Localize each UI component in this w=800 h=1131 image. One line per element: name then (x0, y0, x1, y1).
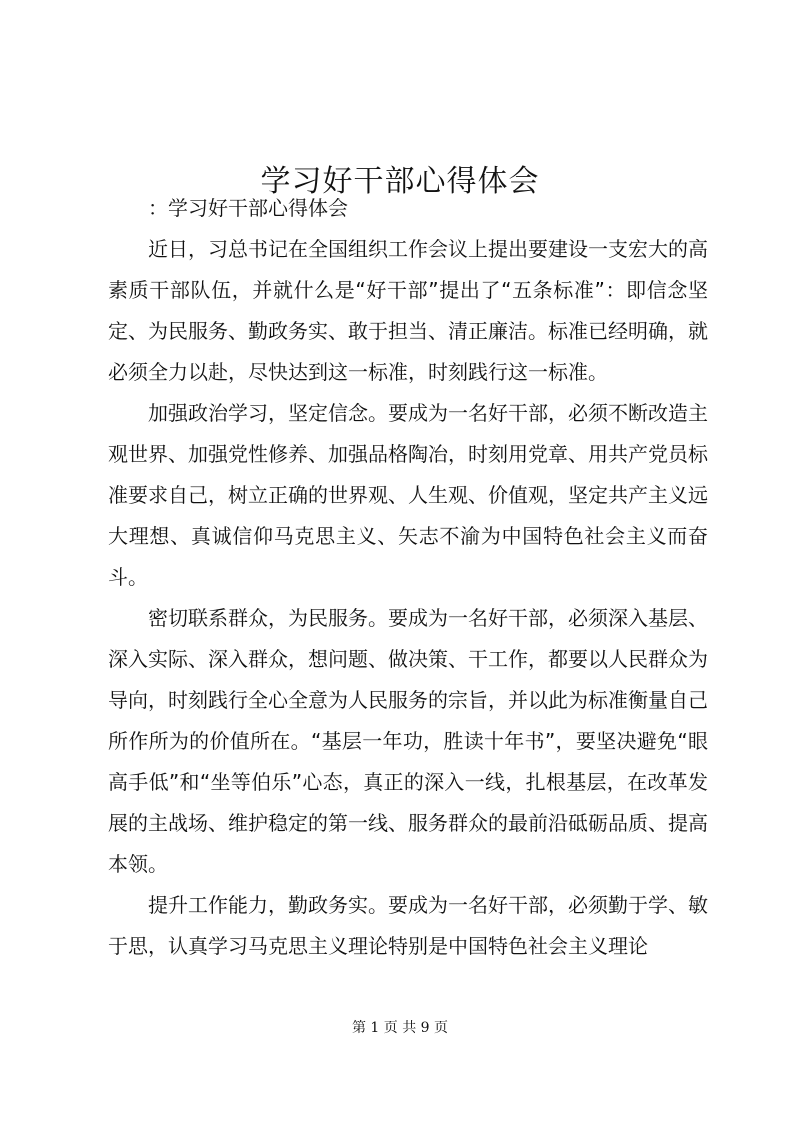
page-footer: 第 1 页 共 9 页 (351, 1020, 449, 1036)
paragraph: 近日，习总书记在全国组织工作会议上提出要建设一支宏大的高素质干部队伍，并就什么是“好干部”提出了“五条标准”：即信念坚定、为民服务、勤政务实、敢于担当、清正廉洁。标准已经明确，就必须全力以赴，尽快达到这一标准，时刻践行这一标准。 (108, 237, 708, 384)
paragraph: 提升工作能力，勤政务实。要成为一名好干部，必须勤于学、敏于思，认真学习马克思主义理论特别是中国特色社会主义理论 (108, 893, 708, 958)
subtitle-line: ：学习好干部心得体会 (148, 196, 348, 220)
document-title: 学习好干部心得体会 (260, 164, 540, 200)
paragraph: 密切联系群众，为民服务。要成为一名好干部，必须深入基层、深入实际、深入群众，想问题、做决策、干工作，都要以人民群众为导向，时刻践行全心全意为人民服务的宗旨，并以此为标准衡量自己所作所为的价值所在。“基层一年功，胜读十年书”，要坚决避免“眼高手低”和“坐等伯乐”心态，真正的深入一线，扎根基层，在改革发展的主战场、维护稳定的第一线、服务群众的最前沿砥砺品质、提高本领。 (108, 606, 708, 876)
document-body (108, 188, 708, 967)
paragraph: 加强政治学习，坚定信念。要成为一名好干部，必须不断改造主观世界、加强党性修养、加强品格陶冶，时刻用党章、用共产党员标准要求自己，树立正确的世界观、人生观、价值观，坚定共产主义远大理想、真诚信仰马克思主义、矢志不渝为中国特色社会主义而奋斗。 (108, 401, 708, 589)
